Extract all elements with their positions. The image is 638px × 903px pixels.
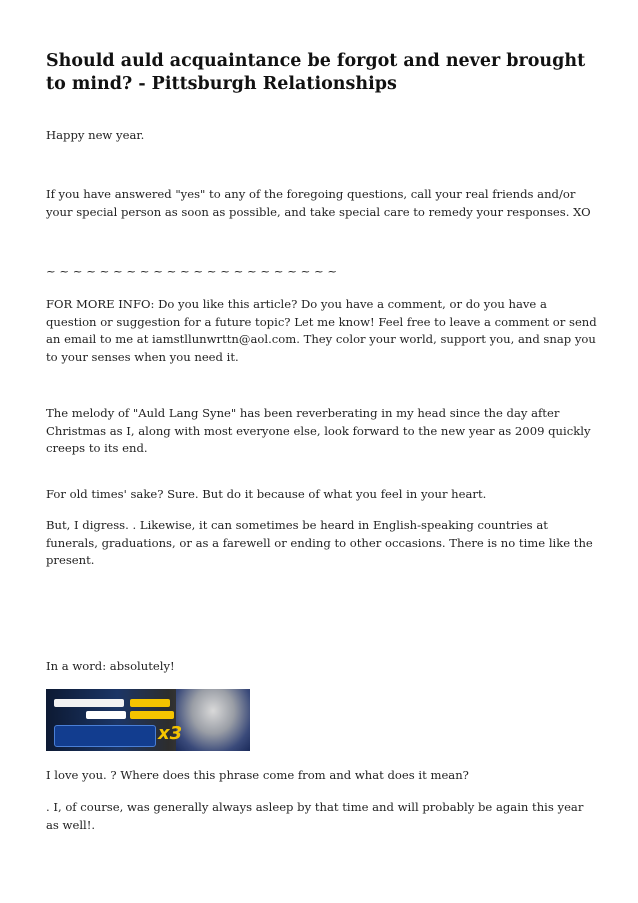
- ad-multiplier-label: x3: [158, 723, 183, 744]
- paragraph-absolutely: In a word: absolutely!: [46, 659, 175, 673]
- ad-banner-image[interactable]: [46, 689, 250, 751]
- paragraph-answered-yes: If you have answered "yes" to any of the foregoing questions, call your real friends and/or your special person as soon as possible, and take special care to remedy your responses. XO: [46, 187, 591, 219]
- ad-text-line: [130, 699, 170, 707]
- paragraph-love-you: I love you. ? Where does this phrase come from and what does it mean?: [46, 768, 469, 782]
- paragraph-greeting: Happy new year.: [46, 128, 145, 142]
- page-title: Should auld acquaintance be forgot and never brought to mind? - Pittsburgh Relationships: [46, 51, 586, 94]
- tilde-divider: ~ ~ ~ ~ ~ ~ ~ ~ ~ ~ ~ ~ ~ ~ ~ ~ ~ ~ ~ ~ ~ ~: [46, 264, 338, 278]
- ad-text-line: [54, 699, 124, 707]
- ad-person-graphic: [176, 689, 250, 751]
- paragraph-asleep: . I, of course, was generally always asleep by that time and will probably be again this year as well!.: [46, 800, 584, 832]
- ad-badge: [54, 725, 156, 747]
- ad-text-line: [130, 711, 174, 719]
- paragraph-digress: But, I digress. . Likewise, it can sometimes be heard in English-speaking countries at funerals, graduations, or as a farewell or ending to other occasions. There is no time like the present.: [46, 518, 593, 567]
- paragraph-more-info: FOR MORE INFO: Do you like this article? Do you have a comment, or do you have a question or suggestion for a future topic? Let me know! Feel free to leave a comment or send an email to me at iamstllunwrttn@aol.com. They color your world, support you, and snap you to your senses when you need it.: [46, 297, 597, 364]
- paragraph-melody: The melody of "Auld Lang Syne" has been reverberating in my head since the day after Christmas as I, along with most everyone else, look forward to the new year as 2009 quickly creeps to its end.: [46, 406, 591, 455]
- paragraph-old-times: For old times' sake? Sure. But do it because of what you feel in your heart.: [46, 487, 487, 501]
- ad-text-line: [86, 711, 126, 719]
